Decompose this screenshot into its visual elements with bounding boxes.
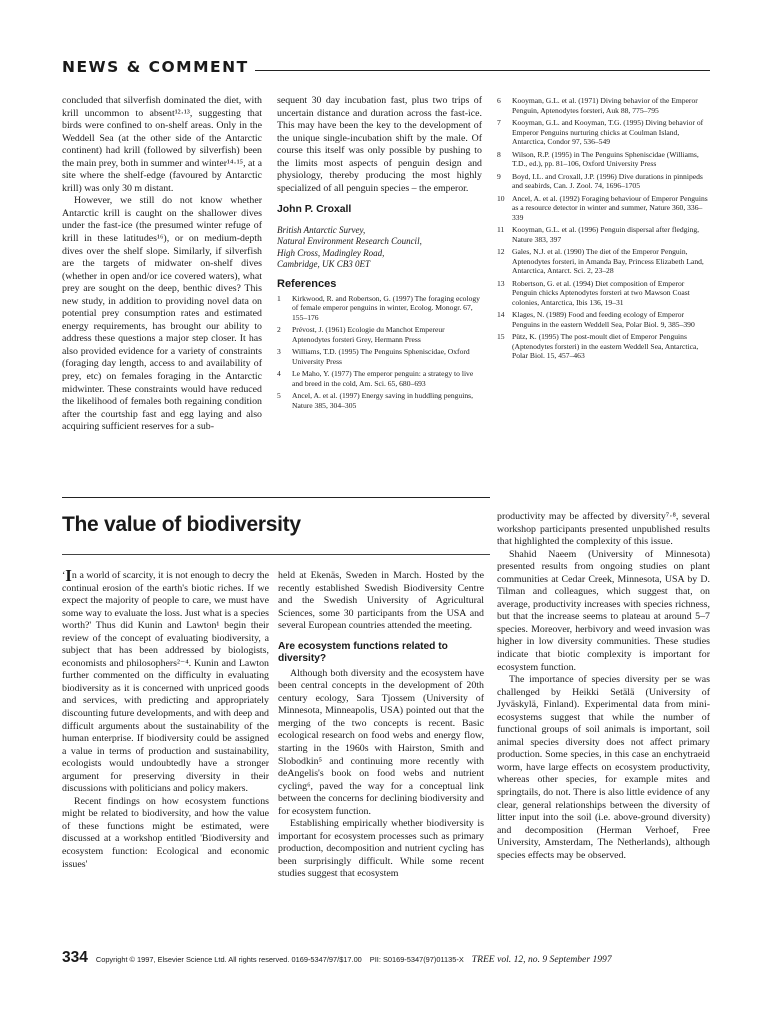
opening-quote: ‘ [62, 570, 66, 581]
reference-item [277, 294, 482, 323]
reference-number: 4 [277, 369, 281, 379]
article-paragraph: productivity may be affected by diversity⁷·⁸, several workshop participants presented unpublished results that highlighted the complexity of this issue. [497, 511, 710, 548]
page-footer [62, 949, 710, 967]
prev-left-paragraph: concluded that silverfish dominated the diet, with krill uncommon to absent¹²·¹³, suggesting that birds were confined to on-shelf areas. Only in the Weddell Sea (at the other side of the Antarctic continent) had krill (followed by silverfish) been the main prey, both in summer and winter¹⁴·¹⁵, at a site where the shelf-edge (favoured by Antarctic krill) was only 30 m distant. [62, 95, 263, 194]
article-paragraph: Although both diversity and the ecosystem have been central concepts in the development of 20th century ecology, Sara Tjossem (University of Minnesota, Minneapolis, USA) pointed out that the merging of the two concepts is recent. Basic ecological research on food webs and energy flow, starting in the 1960s with Hairston, Smith and Slobodkin⁵ and continuing more recently with deAngelis's book on food webs and nutrient cycling⁶, paved the way for a conceptual link between the concerns for declining biodiversity and for ecosystem function. [278, 667, 484, 817]
reference-text: Kooyman, G.L. and Kooyman, T.G. (1995) Diving behavior of Emperor Penguins nurturing chicks at Coulman Island, Antarctica, Condor 97, 536–549 [512, 118, 704, 146]
article-paragraph: Shahid Naeem (University of Minnesota) presented results from ongoing studies on plant communities at Cedar Creek, Minnesota, USA by D. Tilman and colleagues, which suggest that, on average, productivity increases with species richness, but that the increase seems to plateau at around 5–7 species. Moreover, herbivory and weed invasion was higher in low diversity communities. These studies indicate that biotic complexity is important for ecosystem function. [497, 548, 710, 673]
article-paragraph [62, 566, 269, 796]
references-heading: References [277, 278, 337, 291]
article-paragraph-text: n a world of scarcity, it is not enough to decry the continual erosion of the earth's biotic riches. If we expect the majority of people to care, we must have some way to evaluate the loss. Just what is a species worth?' Thus did Kunin and Lawton¹ begin their review of the concept of evaluating biodiversity, a subject that has been addressed by biologists, economists and philosophers²⁻⁴. Kunin and Lawton further commented on the difficulty in evaluating biodiversity as it is concerned with unpriced goods and services, with predicting and appropriately discounting future developments, and with deep and difficult arguments about the sustainability of the human enterprise. If biodiversity could be assigned a value in terms of production and sustainability, ecologists would undoubtedly have a stronger argument for preserving diversity in their discussions with politicians and policy makers. [62, 570, 269, 795]
reference-number: 1 [277, 293, 281, 303]
reference-item [497, 150, 710, 169]
article-col-3 [497, 511, 710, 862]
reference-item [497, 194, 710, 223]
header-rule [255, 70, 710, 71]
prev-article-col-left [62, 95, 262, 434]
affiliation-line: British Antarctic Survey, [277, 224, 366, 235]
reference-item [277, 369, 482, 388]
reference-text: Boyd, I.L. and Croxall, J.P. (1996) Dive durations in pinnipeds and seabirds, Can. J. Zool. 74, 1696–1705 [512, 171, 703, 190]
reference-text: Wilson, R.P. (1995) in The Penguins Spheniscidae (Williams, T.D., ed.), pp. 81–106, Oxford University Press [512, 149, 699, 168]
reference-number: 7 [497, 118, 501, 127]
reference-number: 6 [497, 96, 501, 105]
prev-left-paragraph: However, we still do not know whether Antarctic krill is caught on the shallower dives under the fast-ice (the presumed winter refuge of krill in these latitudes¹⁶), or on medium-depth dives over the shelf slope. Similarly, if silverfish are the targets of midwater on-shelf dives (whether in open and/or ice covered waters), what prey are sought on the deep, benthic dives? This new study, in addition to providing novel data on potential prey consumption rates and estimated energy requirements, has brought our ability to address these questions a major step closer. It has also provided evidence for a variety of constraints (foraging day length, access to and availability of prey, etc) on females foraging in the Antarctic midwinter. These constraints would have reduced the likelihood of females both regaining condition after the courtship fast and egg laying and also acquiring sufficient reserves for a sub- [62, 195, 262, 433]
affiliation-line: Natural Environment Research Council, [277, 236, 422, 247]
reference-number: 15 [497, 332, 505, 341]
reference-text: Kooyman, G.L. et al. (1996) Penguin dispersal after fledging, Nature 383, 397 [512, 225, 700, 244]
reference-text: Prévost, J. (1961) Ecologie du Manchot Empereur Aptenodytes forsteri Grey, Hermann Press [292, 325, 445, 344]
reference-text: Kirkwood, R. and Robertson, G. (1997) The foraging ecology of female emperor penguins in winter, Ecolog. Monogr. 67, 155–176 [292, 293, 480, 322]
reference-item [497, 118, 710, 147]
reference-number: 5 [277, 391, 281, 401]
section-header [62, 54, 710, 76]
copyright-notice: Copyright © 1997, Elsevier Science Ltd. All rights reserved. 0169-5347/97/$17.00 [95, 955, 362, 964]
article-col-2 [278, 570, 484, 881]
section-label: NEWS & COMMENT [62, 58, 249, 76]
reference-text: Pütz, K. (1995) The post-moult diet of Emperor Penguins (Aptenodytes forsteri) in the eastern Weddell Sea, Antarctica, Polar Biol. 15, 457–463 [512, 332, 699, 360]
reference-text: Ancel, A. et al. (1997) Energy saving in huddling penguins, Nature 385, 304–305 [292, 391, 474, 410]
reference-item [497, 225, 710, 244]
reference-item [497, 172, 710, 191]
pii-code: PII: S0169-5347(97)01135-X [369, 955, 464, 964]
drop-cap: I [65, 566, 72, 585]
reference-text: Gales, N.J. et al. (1990) The diet of the Emperor Penguin, Aptenodytes forsteri, in Amanda Bay, Princess Elizabeth Land, Antarctica, Antarct. Sci. 2, 23–28 [512, 247, 704, 275]
reference-number: 13 [497, 278, 505, 288]
reference-text: Klages, N. (1989) Food and feeding ecology of Emperor Penguins in the eastern Weddell Sea, Polar Biol. 9, 385–390 [512, 310, 695, 329]
author-affiliation [277, 225, 482, 270]
author-name: John P. Croxall [277, 204, 352, 216]
reference-text: Ancel, A. et al. (1992) Foraging behaviour of Emperor Penguins as a resource detector in winter and summer, Nature 360, 336–339 [512, 193, 708, 222]
reference-item [277, 347, 482, 366]
reference-number: 11 [497, 225, 505, 234]
prev-article-col-right [497, 96, 710, 364]
reference-number: 10 [497, 193, 505, 203]
reference-number: 14 [497, 310, 505, 319]
reference-number: 3 [277, 347, 281, 357]
article-paragraph: Establishing empirically whether biodiversity is important for ecosystem processes such as primary production, decomposition and nutrient cycling has been surprisingly difficult. While some recent studies suggest that ecosystem [278, 818, 484, 880]
page-number: 334 [62, 949, 88, 966]
prev-article-col-mid [277, 95, 482, 413]
title-underline-rule [62, 554, 490, 555]
reference-text: Robertson, G. et al. (1994) Diet composition of Emperor Penguin chicks Aptenodytes forsteri at two Mawson Coast colonies, Antarctica, Ibis 136, 19–31 [512, 278, 690, 307]
affiliation-line: High Cross, Madingley Road, [277, 247, 385, 258]
article-paragraph: The importance of species diversity per se was challenged by Heikki Setälä (University of Jyväskylä, Finland). Experimental data from mini-ecosystems suggest that while the number of functional groups of soil animals is important, soil animal species diversity does not affect primary production. Some species, in this case an enchytraeid worm, have large effects on ecosystem productivity, whereas other species, for example mites and springtails, do not. There is also little evidence of any clear, general relationships between the diversity of litter input into the soil (i.e. above-ground diversity) and decomposition (Herman Verhoef, Free University, Amsterdam, The Netherlands), although species effects may be observed. [497, 674, 710, 861]
reference-number: 9 [497, 171, 501, 181]
reference-text: Le Maho, Y. (1977) The emperor penguin: a strategy to live and breed in the cold, Am. Sci. 65, 680–693 [292, 369, 474, 388]
reference-text: Williams, T.D. (1995) The Penguins Spheniscidae, Oxford University Press [292, 347, 470, 366]
article-subheading: Are ecosystem functions related to diversity? [278, 640, 448, 664]
article-title: The value of biodiversity [62, 513, 301, 536]
article-col-1 [62, 566, 269, 871]
article-paragraph: held at Ekenäs, Sweden in March. Hosted by the recently established Swedish Biodiversity Centre and the Swedish University of Agricultural Sciences, some 30 participants from the USA and several European countries attended the meeting. [278, 570, 484, 632]
reference-text: Kooyman, G.L. et al. (1971) Diving behavior of the Emperor Penguin, Aptenodytes forsteri, Auk 88, 775–795 [512, 96, 698, 115]
journal-citation: TREE vol. 12, no. 9 September 1997 [471, 954, 612, 965]
affiliation-line: Cambridge, UK CB3 0ET [277, 258, 371, 269]
article-divider-rule [62, 497, 490, 498]
reference-number: 12 [497, 247, 505, 256]
reference-number: 2 [277, 325, 281, 335]
reference-item [277, 391, 482, 410]
reference-item [497, 279, 710, 308]
prev-mid-paragraph: sequent 30 day incubation fast, plus two trips of uncertain distance and duration across the fast-ice. This may have been the key to the development of the unique single-incubation shift by the male. Of course this itself was only possible by pushing to the limits most aspects of penguin design and physiology, thereby producing the most highly specialized of all penguin species – the emperor. [277, 95, 482, 194]
references-list-mid [277, 294, 482, 411]
reference-item [497, 96, 710, 115]
reference-item [277, 325, 482, 344]
reference-item [497, 332, 710, 361]
article-paragraph: Recent findings on how ecosystem functions might be related to biodiversity, and how the value of these functions might be estimated, were discussed at a workshop entitled 'Biodiversity and ecosystem function: Ecological and economic issues' [62, 795, 269, 870]
reference-item [497, 247, 710, 276]
reference-item [497, 310, 710, 329]
reference-number: 8 [497, 149, 501, 159]
